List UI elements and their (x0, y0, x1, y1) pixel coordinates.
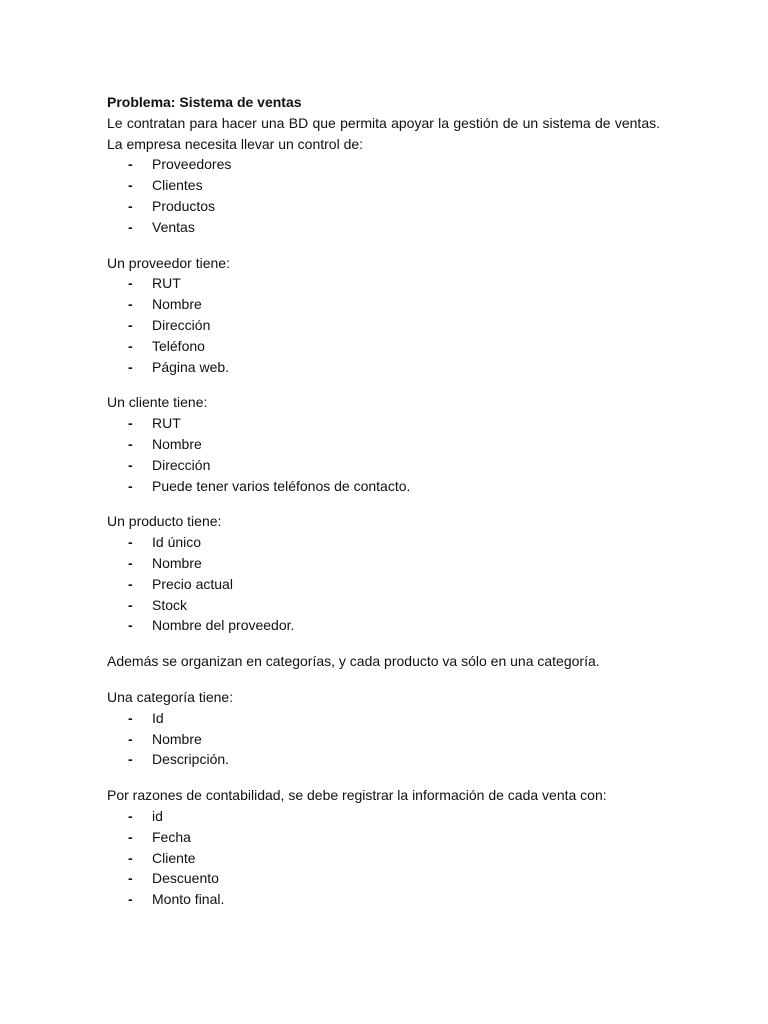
list-item (107, 315, 660, 336)
product-section (107, 511, 660, 636)
dash-bullet-icon: - (128, 477, 133, 494)
list-item-text: Clientes (152, 177, 203, 194)
list-item (107, 336, 660, 357)
dash-bullet-icon: - (128, 435, 133, 452)
product-list (107, 532, 660, 636)
list-item (107, 827, 660, 848)
provider-list (107, 273, 660, 377)
dash-bullet-icon: - (128, 177, 133, 194)
list-item-text: Nombre del proveedor. (152, 617, 295, 634)
list-item-text: Monto final. (152, 891, 225, 908)
list-item-text: Fecha (152, 828, 191, 845)
list-item (107, 595, 660, 616)
list-item-text: Productos (152, 197, 216, 214)
dash-bullet-icon: - (128, 197, 133, 214)
list-item (107, 196, 660, 217)
list-item (107, 175, 660, 196)
list-item (107, 806, 660, 827)
control-list (107, 154, 660, 237)
list-item-text: Id único (152, 534, 202, 551)
client-section (107, 392, 660, 496)
category-section (107, 687, 660, 770)
dash-bullet-icon: - (128, 554, 133, 571)
dash-bullet-icon: - (128, 709, 133, 726)
dash-bullet-icon: - (128, 730, 133, 747)
dash-bullet-icon: - (128, 218, 133, 235)
product-heading: Un producto tiene: (107, 513, 222, 530)
list-item-text: Descripción. (152, 751, 230, 768)
list-item (107, 476, 660, 497)
list-item-text: Nombre (152, 554, 202, 571)
list-item (107, 889, 660, 910)
list-item-text: Id (152, 709, 164, 726)
list-item (107, 357, 660, 378)
list-item-text: Nombre (152, 435, 202, 452)
problem-title: Problema: Sistema de ventas (107, 94, 302, 110)
list-item (107, 294, 660, 315)
provider-section (107, 253, 660, 378)
list-item-text: Nombre (152, 296, 202, 313)
dash-bullet-icon: - (128, 358, 133, 375)
list-item (107, 708, 660, 729)
list-item-text: RUT (152, 275, 181, 292)
list-item-text: Dirección (152, 316, 211, 333)
list-item-text: Stock (152, 596, 188, 613)
list-item (107, 553, 660, 574)
dash-bullet-icon: - (128, 575, 133, 592)
list-item (107, 615, 660, 636)
list-item-text: Ventas (152, 218, 195, 235)
dash-bullet-icon: - (128, 751, 133, 768)
list-item-text: id (152, 807, 163, 824)
list-item-text: Página web. (152, 358, 230, 375)
client-heading: Un cliente tiene: (107, 394, 208, 411)
list-item (107, 729, 660, 750)
dash-bullet-icon: - (128, 534, 133, 551)
list-item (107, 455, 660, 476)
dash-bullet-icon: - (128, 316, 133, 333)
sale-list (107, 806, 660, 910)
dash-bullet-icon: - (128, 828, 133, 845)
dash-bullet-icon: - (128, 596, 133, 613)
dash-bullet-icon: - (128, 156, 133, 173)
list-item-text: Teléfono (152, 337, 205, 354)
dash-bullet-icon: - (128, 807, 133, 824)
list-item-text: Proveedores (152, 156, 232, 173)
list-item (107, 154, 660, 175)
list-item (107, 273, 660, 294)
list-item (107, 434, 660, 455)
problem-intro: Le contratan para hacer una BD que permita apoyar la gestión de un sistema de ventas. La empresa necesita llevar un control de: (107, 114, 660, 152)
sale-heading: Por razones de contabilidad, se debe registrar la información de cada venta con: (107, 787, 607, 804)
list-item-text: RUT (152, 415, 181, 432)
dash-bullet-icon: - (128, 849, 133, 866)
dash-bullet-icon: - (128, 296, 133, 313)
list-item-text: Precio actual (152, 575, 233, 592)
provider-heading: Un proveedor tiene: (107, 254, 230, 271)
dash-bullet-icon: - (128, 870, 133, 887)
dash-bullet-icon: - (128, 891, 133, 908)
categories-note: Además se organizan en categorías, y cada producto va sólo en una categoría. (107, 653, 600, 670)
category-heading: Una categoría tiene: (107, 688, 234, 705)
dash-bullet-icon: - (128, 415, 133, 432)
list-item (107, 413, 660, 434)
dash-bullet-icon: - (128, 456, 133, 473)
list-item-text: Puede tener varios teléfonos de contacto. (152, 477, 411, 494)
category-list (107, 708, 660, 770)
dash-bullet-icon: - (128, 617, 133, 634)
list-item (107, 574, 660, 595)
list-item (107, 749, 660, 770)
list-item-text: Cliente (152, 849, 196, 866)
list-item-text: Dirección (152, 456, 211, 473)
problem-section (107, 92, 660, 238)
list-item (107, 217, 660, 238)
dash-bullet-icon: - (128, 275, 133, 292)
dash-bullet-icon: - (128, 337, 133, 354)
list-item (107, 868, 660, 889)
list-item-text: Nombre (152, 730, 202, 747)
document-page (107, 92, 660, 910)
list-item (107, 848, 660, 869)
list-item-text: Descuento (152, 870, 219, 887)
list-item (107, 532, 660, 553)
client-list (107, 413, 660, 496)
categories-note-section (107, 651, 660, 672)
sale-section (107, 785, 660, 910)
